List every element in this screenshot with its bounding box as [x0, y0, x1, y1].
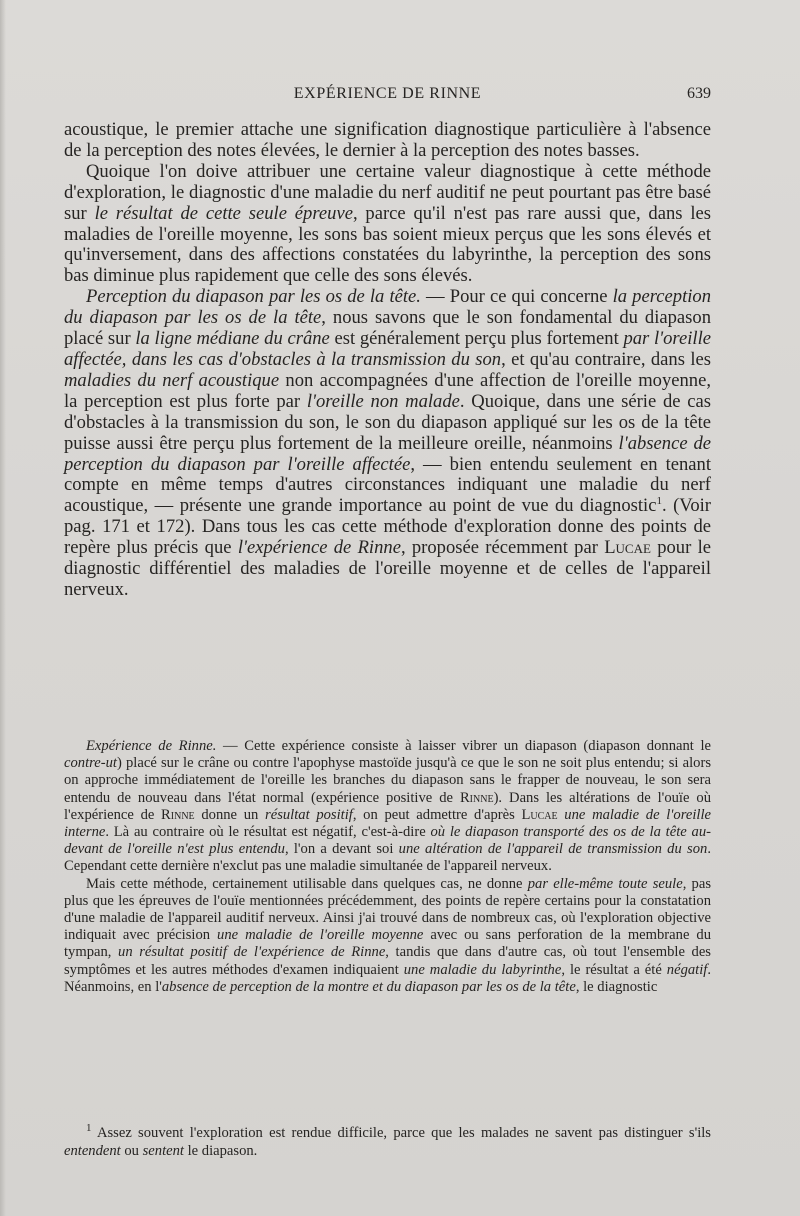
running-head: EXPÉRIENCE DE RINNE: [293, 85, 482, 102]
italic-run: contre-ut: [64, 755, 117, 772]
text-run: ou: [120, 1143, 143, 1159]
text-run: Mais cette méthode, certainement utilisable dans quelques cas, ne donne: [86, 875, 528, 892]
text-run: , l'on a devant soi: [284, 841, 399, 858]
italic-run: résultat positif: [265, 806, 353, 823]
italic-run: l'absence de perception du diapason par l'oreille affectée: [64, 432, 711, 475]
text-run: . Néanmoins, en l': [64, 961, 711, 995]
text-run: , et qu'au contraire, dans les: [501, 348, 711, 370]
text-run: est généralement perçu plus fortement: [329, 328, 624, 350]
text-run: . Cependant cette dernière n'exclut pas une maladie simultanée de l'appareil nerveux.: [64, 841, 711, 875]
italic-run: une maladie du labyrinthe: [403, 961, 562, 978]
note-paragraph-1: [64, 738, 711, 876]
text-run: , — bien entendu seulement en tenant compte en même temps d'autres circonstances indiquant une maladie du nerf acoustique, — présente une grande importance au point de vue du diagnostic: [64, 453, 711, 517]
text-run: , pas plus que les épreuves de l'ouïe mentionnées précédemment, des points de repère certains pour la constatation d'une maladie de l'appareil auditif nerveux. Ainsi j'ai trouvé dans de nombreux cas, où l'exploration objective indiquait avec précision: [64, 875, 711, 944]
author-name: Rinne: [161, 806, 195, 823]
italic-run: absence de perception de la montre et du diapason par les os de la tête: [161, 978, 576, 995]
text-run: . (Voir pag. 171 et 172). Dans tous les cas cette méthode d'exploration donne des points de repère plus précis que: [64, 495, 711, 559]
note-heading: Expérience de Rinne.: [86, 738, 217, 754]
text-run: , le diagnostic: [575, 978, 658, 995]
text-run: . Là au contraire où le résultat est négatif, c'est-à-dire: [105, 824, 431, 841]
paragraph-1: [64, 120, 711, 162]
page-header: [64, 85, 711, 111]
italic-run: par elle-même toute seule: [527, 875, 683, 892]
italic-run: un résultat positif de l'expérience de Rinne: [118, 944, 386, 961]
text-run: — Pour ce qui concerne: [420, 286, 613, 308]
italic-run: où le diapason transporté des os de la tête au-devant de l'oreille n'est plus entendu: [64, 824, 711, 858]
footnote-mark: 1: [86, 1122, 92, 1135]
text-run: donne un: [194, 806, 266, 823]
paragraph-3: [64, 287, 711, 601]
paragraph-2: [64, 162, 711, 287]
text-run: pour le diagnostic différentiel des maladies de l'oreille moyenne et de celles de l'appareil nerveux.: [64, 537, 711, 600]
text-run: , tandis que dans d'autre cas, où tout l'ensemble des symptômes et les autres méthodes d'examen indiquaient: [64, 944, 711, 978]
italic-run: une altération de l'appareil de transmission du son: [398, 841, 708, 858]
author-name: Rinne: [459, 789, 494, 806]
italic-run: la ligne médiane du crâne: [135, 328, 330, 350]
italic-run: l'expérience de Rinne: [237, 537, 401, 559]
author-name: Lucae: [521, 806, 558, 823]
author-name: Lucae: [604, 537, 651, 559]
main-text: [64, 120, 711, 601]
small-print-notes: [64, 738, 711, 996]
text-run: ) placé sur le crâne ou contre l'apophyse mastoïde jusqu'à ce que le son ne soit plus entendu; si alors on approche immédiatement de l'oreille les branches du diapason sans le frapper de nouveau, le son sera entendu de nouveau dans l'état normal (expérience positive de: [64, 755, 711, 806]
text-run: , parce qu'il n'est pas rare aussi que, dans les maladies de l'oreille moyenne, les sons bas soient mieux perçus que les sons élevés et qu'inversement, dans des affections constatées du labyrinthe, la perception des sons bas diminue plus rapidement que celle des sons élevés.: [64, 202, 711, 287]
italic-run: une maladie de l'oreille moyenne: [217, 927, 424, 944]
note-paragraph-2: [64, 876, 711, 996]
footnote-reference: 1: [656, 495, 662, 508]
italic-run: maladies du nerf acoustique: [64, 369, 280, 391]
page-edge-shadow: [0, 0, 6, 1216]
text-run: . Quoique, dans une série de cas d'obstacles à la transmission du son, le son du diapason appliqué sur les os de la tête puisse aussi être perçu plus fortement de la meilleure oreille, néanmoins: [64, 390, 711, 454]
text-run: , le résultat a été: [561, 961, 667, 978]
italic-run: la perception du diapason par les os de la tête: [64, 286, 711, 329]
text-run: avec ou sans perforation de la membrane du tympan,: [64, 927, 711, 961]
italic-run: par l'oreille affectée, dans les cas d'obstacles à la transmission du son: [64, 328, 711, 370]
text-run: acoustique, le premier attache une signification diagnostique particulière à l'absence de la perception des notes élevées, le dernier à la perception des notes basses.: [64, 119, 711, 161]
page-number: 639: [687, 85, 711, 102]
text-run: , nous savons que le son fondamental du diapason placé sur: [64, 307, 711, 350]
text-run: le diapason.: [183, 1143, 258, 1159]
text-run: Assez souvent l'exploration est rendue difficile, parce que les malades ne savent pas distinguer s'ils: [91, 1125, 711, 1141]
italic-run: sentent: [142, 1143, 184, 1159]
footnote-paragraph: [64, 1124, 711, 1160]
italic-run: l'oreille non malade: [306, 390, 460, 412]
text-run: , on peut admettre d'après: [352, 806, 522, 823]
text-run: , proposée récemment par: [400, 537, 605, 559]
text-run: non accompagnées d'une affection de l'oreille moyenne, la perception est plus forte par: [64, 369, 712, 412]
italic-run: une maladie de l'oreille interne: [64, 806, 711, 841]
text-run: — Cette expérience consiste à laisser vibrer un diapason (diapason donnant le: [216, 738, 711, 754]
text-run: Quoique l'on doive attribuer une certaine valeur diagnostique à cette méthode d'exploration, le diagnostic d'une maladie du nerf auditif ne peut pourtant pas être basé sur: [64, 160, 711, 224]
italic-run: le résultat de cette seule épreuve: [94, 202, 353, 224]
text-run: ). Dans les altérations de l'ouïe où l'expérience de: [64, 789, 711, 823]
section-heading: Perception du diapason par les os de la tête.: [86, 286, 421, 308]
italic-run: entendent: [64, 1143, 121, 1159]
footnote: [64, 1124, 711, 1160]
italic-run: négatif: [666, 961, 708, 978]
